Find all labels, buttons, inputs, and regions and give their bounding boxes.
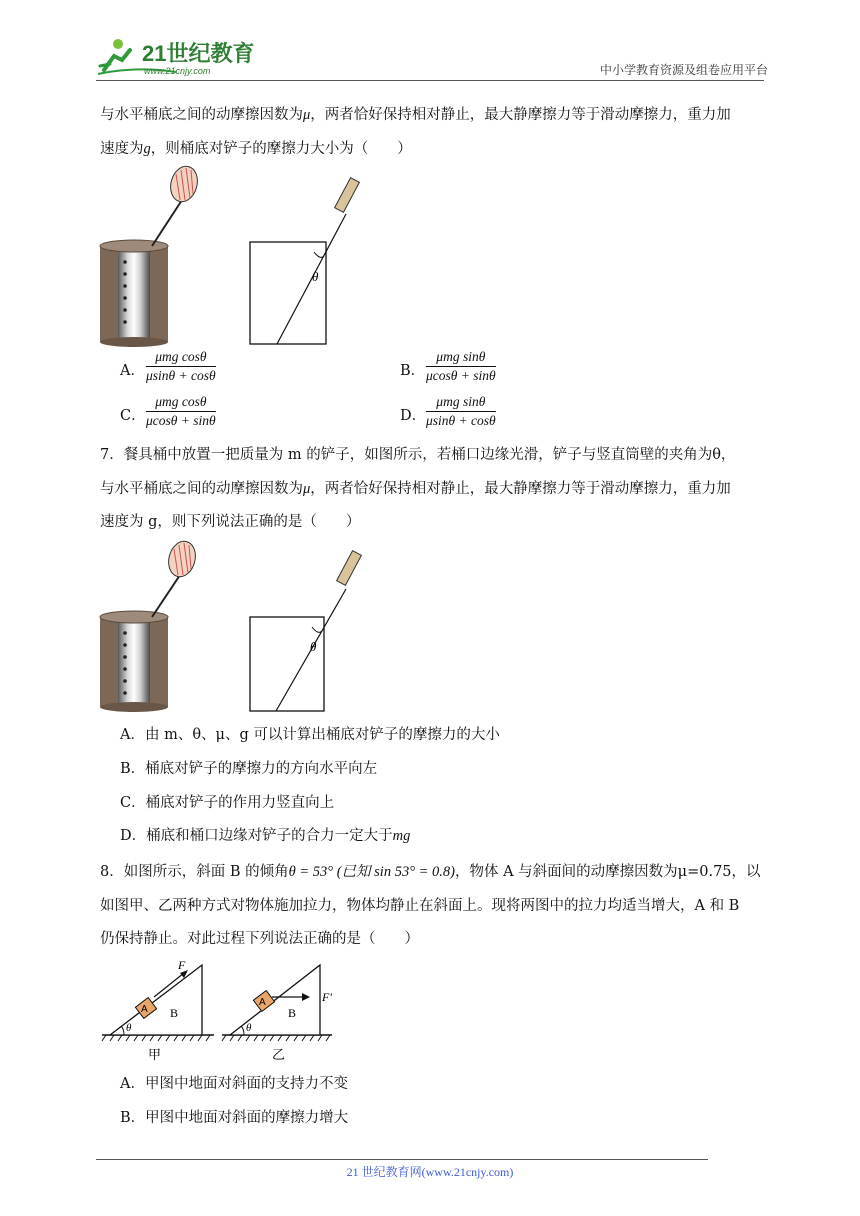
- q7-line2: 与水平桶底之间的动摩擦因数为μ，两者恰好保持相对静止，最大静摩擦力等于滑动摩擦力，重力加: [100, 481, 731, 497]
- q8-line1: 8．如图所示，斜面 B 的倾角θ = 53° (已知 sin 53° = 0.8)，物体 A 与斜面间的动摩擦因数为μ=0.75，以: [100, 864, 761, 880]
- svg-text:甲: 甲: [148, 1047, 162, 1062]
- q6-option-c-formula[interactable]: μmg cosθ μcosθ + sinθ: [146, 394, 216, 428]
- q8-line2: 如图甲、乙两种方式对物体施加拉力，物体均静止在斜面上。现将两图中的拉力均适当增大，A 和 B: [100, 898, 740, 914]
- q6-option-c-label[interactable]: C．: [120, 408, 146, 424]
- q8-option-b[interactable]: B．甲图中地面对斜面的摩擦力增大: [120, 1110, 349, 1126]
- q7-line3: 速度为 g，则下列说法正确的是（ ）: [100, 514, 361, 530]
- q6-line2: 速度为g，则桶底对铲子的摩擦力大小为（ ）: [100, 141, 412, 157]
- q7-option-c[interactable]: C．桶底对铲子的作用力竖直向上: [120, 795, 335, 811]
- svg-text:B: B: [288, 1006, 297, 1020]
- q6-option-a-label[interactable]: A．: [120, 363, 145, 379]
- q8-option-a[interactable]: A．甲图中地面对斜面的支持力不变: [120, 1076, 348, 1092]
- q8-line3: 仍保持静止。对此过程下列说法正确的是（ ）: [100, 931, 419, 947]
- q6-option-a-formula[interactable]: μmg cosθ μsinθ + cosθ: [146, 349, 216, 383]
- q7-option-d[interactable]: D．桶底和桶口边缘对铲子的合力一定大于mg: [120, 828, 411, 844]
- header-divider: [96, 80, 764, 81]
- q8-figure: [96, 955, 346, 1065]
- footer-link[interactable]: 21 世纪教育网(www.21cnjy.com): [346, 1165, 514, 1179]
- svg-text:θ: θ: [246, 1022, 252, 1034]
- q7-line1: 7．餐具桶中放置一把质量为 m 的铲子，如图所示，若桶口边缘光滑，铲子与竖直筒壁的夹角为θ，: [100, 447, 736, 463]
- svg-text:乙: 乙: [272, 1047, 286, 1062]
- q6-option-d-formula[interactable]: μmg sinθ μsinθ + cosθ: [426, 394, 496, 428]
- q7-figure: [96, 535, 396, 715]
- svg-text:F′: F′: [322, 990, 332, 1004]
- svg-text:www.21cnjy.com: www.21cnjy.com: [144, 66, 211, 76]
- svg-text:21世纪教育: 21世纪教育: [142, 41, 255, 66]
- svg-text:A: A: [141, 1004, 148, 1015]
- svg-text:θ: θ: [312, 269, 319, 284]
- q6-option-b-formula[interactable]: μmg sinθ μcosθ + sinθ: [426, 349, 496, 383]
- q7-option-b[interactable]: B．桶底对铲子的摩擦力的方向水平向左: [120, 761, 378, 777]
- svg-text:A: A: [259, 997, 266, 1008]
- platform-name: 中小学教育资源及组卷应用平台: [600, 63, 769, 77]
- svg-text:F: F: [178, 958, 186, 972]
- q7-option-a[interactable]: A．由 m、θ、μ、g 可以计算出桶底对铲子的摩擦力的大小: [120, 727, 500, 743]
- q6-line1: 与水平桶底之间的动摩擦因数为μ，两者恰好保持相对静止，最大静摩擦力等于滑动摩擦力，重力加: [100, 107, 731, 123]
- svg-text:θ: θ: [310, 639, 317, 654]
- q6-figure: [96, 160, 396, 350]
- svg-text:θ: θ: [126, 1022, 132, 1034]
- footer-divider: [96, 1159, 708, 1160]
- q6-option-b-label[interactable]: B．: [400, 363, 426, 379]
- svg-text:B: B: [170, 1006, 179, 1020]
- q6-option-d-label[interactable]: D．: [400, 408, 427, 424]
- site-logo: [96, 36, 266, 78]
